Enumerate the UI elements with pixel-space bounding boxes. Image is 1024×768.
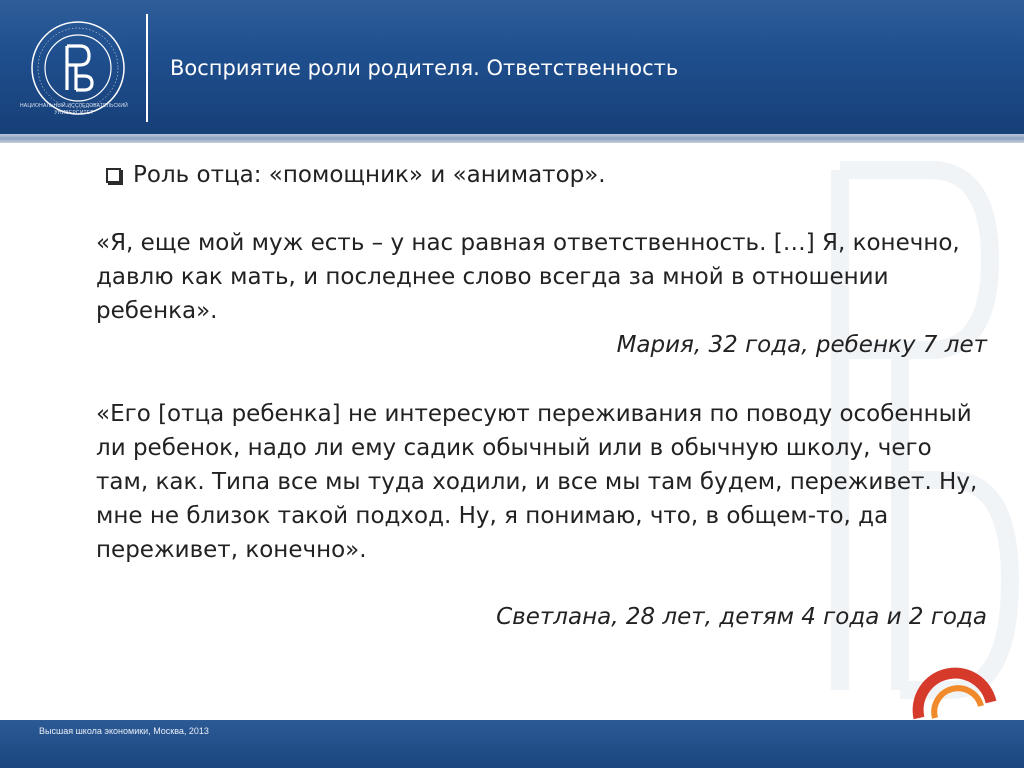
quote-2: «Его [отца ребенка] не интересуют переживания по поводу особенный ли ребенок, надо ли ему садик обычный или в обычную школу, чего там, как. Типа все мы туда ходили, и все мы там будем, переживет. Ну, мне не близок такой подход. Ну, я понимаю, что, в общем-то, да переживет, конечно». — [96, 401, 978, 563]
header-divider — [146, 14, 148, 122]
quote-2-attribution: Светлана, 28 лет, детям 4 года и 2 года — [496, 604, 987, 630]
header-stripe — [0, 134, 1024, 143]
institute-logo-icon — [905, 662, 1001, 720]
header-bar — [0, 0, 1024, 134]
quote-1: «Я, еще мой муж есть – у нас равная ответственность. […] Я, конечно, давлю как мать, и последнее слово всегда за мной в отношении ребенка». — [96, 230, 960, 324]
footer-bar — [0, 720, 1024, 768]
slide-title: Восприятие роли родителя. Ответственность — [170, 56, 679, 80]
footer-text: Высшая школа экономики, Москва, 2013 — [39, 726, 209, 736]
quote-1-attribution: Мария, 32 года, ребенку 7 лет — [616, 332, 987, 358]
logo-caption: НАЦИОНАЛЬНЫЙ ИССЛЕДОВАТЕЛЬСКИЙ УНИВЕРСИТЕТ — [20, 103, 128, 116]
bullet-item — [106, 158, 606, 192]
checkbox-bullet-icon — [106, 168, 121, 183]
bullet-text: Роль отца: «помощник» и «аниматор». — [133, 162, 606, 188]
